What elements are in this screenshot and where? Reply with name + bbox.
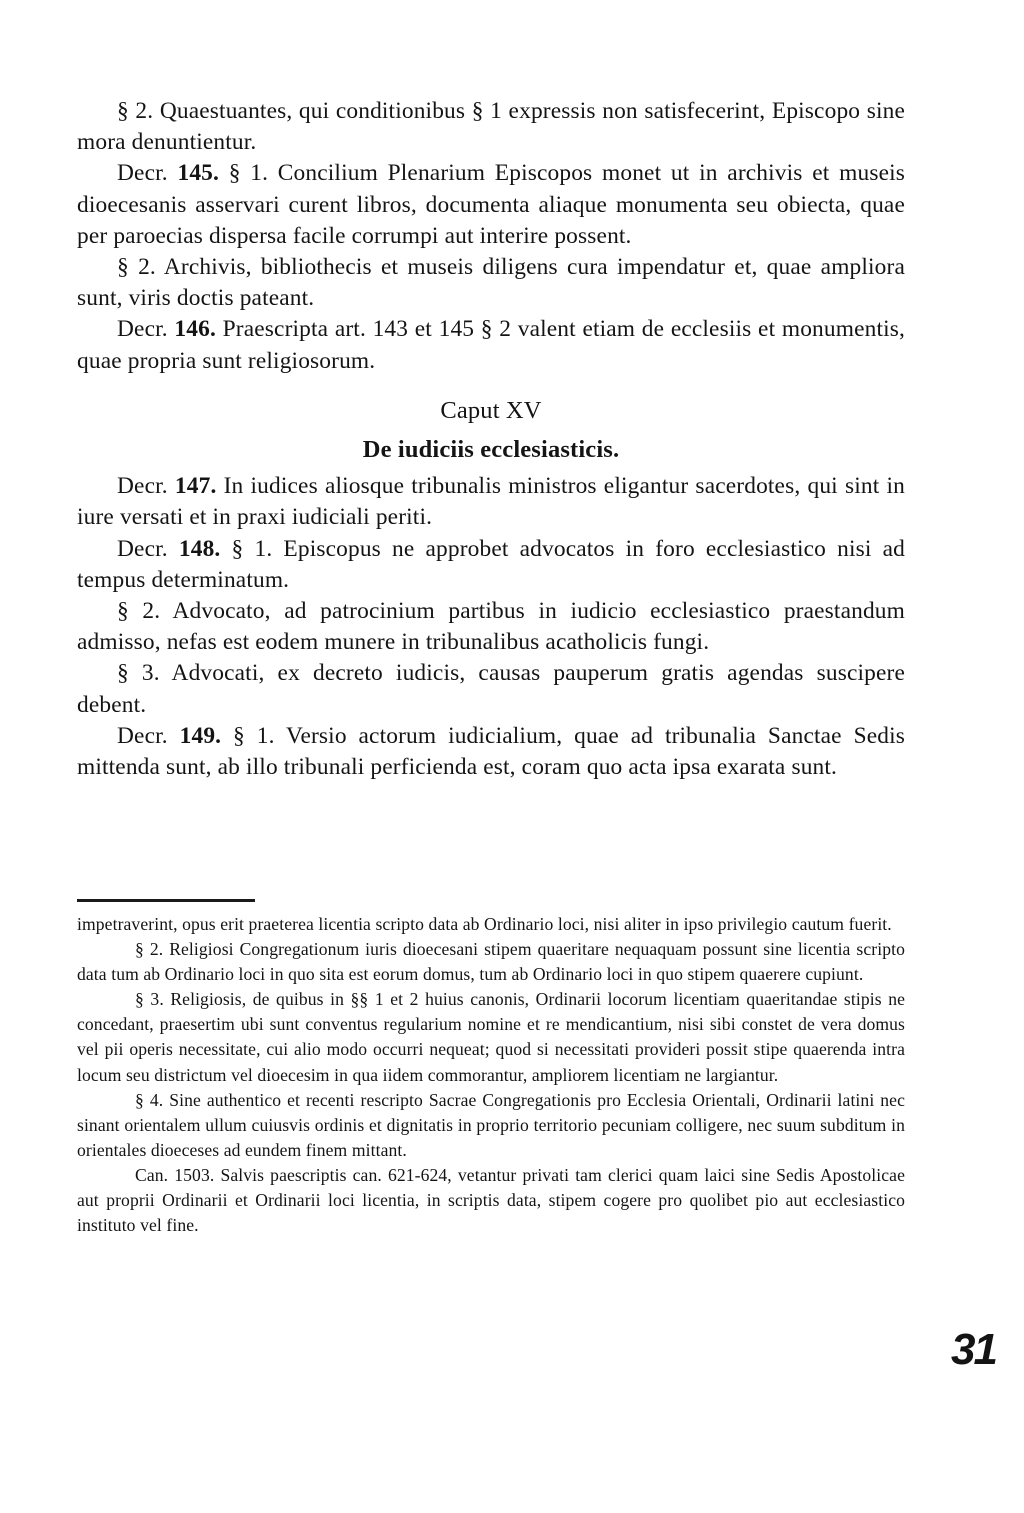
footnote-paragraph: § 2. Religiosi Congregationum iuris dioecesani stipem quaeritare nequaquam possunt sine licentia scripto data tum ab Ordinario loci in quo sita est eorum domus, tum ab Ordinario loci in quo stipem quaerere cupiunt. — [77, 939, 905, 985]
paragraph-decr-147 — [77, 471, 905, 533]
footnote-divider — [77, 899, 255, 902]
chapter-title: Caput XV — [440, 396, 542, 424]
main-text — [77, 96, 905, 783]
decr-number: 145. — [177, 160, 220, 187]
paragraph-decr-148-s3: § 3. Advocati, ex decreto iudicis, causas pauperum gratis agendas suscipere debent. — [77, 660, 905, 718]
decr-text: Praescripta art. 143 et 145 § 2 valent etiam de ecclesiis et monumentis, quae propria sunt religiosorum. — [77, 316, 906, 374]
decr-label: Decr. — [117, 722, 168, 749]
decr-text: § 1. Concilium Plenarium Episcopos monet ut in archivis et museis dioecesanis asservari curent libros, documenta aliaque monumenta seu obiecta, quae per paroecias dispersa facile corrumpi aut interire possent. — [77, 160, 905, 249]
paragraph-decr-145-s2: § 2. Archivis, bibliothecis et museis diligens cura impendatur et, quae ampliora sunt, viris doctis pateant. — [77, 254, 905, 312]
paragraph-decr-145-s1 — [77, 158, 905, 252]
footnote-paragraph: § 3. Religiosis, de quibus in §§ 1 et 2 huius canonis, Ordinarii locorum licentiam quaeritandae stipis ne concedant, praesertim ubi sunt conventus regularium nomine et re mendicantium, nisi sibi constet de vera domus vel pii operis necessitate, cui alio modo occurri nequeat; quod si necessitati provideri possit stipe quaerenda intra locum seu districtum vel dioecesim in qua iidem commorantur, ampliorem licentiam ne largiantur. — [77, 989, 905, 1085]
paragraph-decr-144-s2: § 2. Quaestuantes, qui conditionibus § 1 expressis non satisfecerint, Episcopo sine mora denuntientur. — [77, 98, 905, 156]
chapter-subtitle: De iudiciis ecclesiasticis. — [362, 436, 620, 464]
footnotes — [77, 912, 905, 1238]
footnote-paragraph: Can. 1503. Salvis paescriptis can. 621-624, vetantur privati tam clerici quam laici sine Sedis Apostolicae aut proprii Ordinarii et Ordinarii loci licentia, in scriptis data, stipem cogere pro quolibet pio aut ecclesiastico instituto vel fine. — [77, 1164, 905, 1236]
paragraph-decr-148-s1 — [77, 534, 905, 596]
footnote-paragraph: § 4. Sine authentico et recenti rescripto Sacrae Congregationis pro Ecclesia Orientali, Ordinarii latini nec sinant orientalem ullum cuiusvis ordinis et dignitatis in proprio territorio pecuniam colligere, nec suum subditum in orientales dioeceses ad eundem finem mittant. — [77, 1089, 905, 1160]
page-number: 31 — [951, 1325, 996, 1374]
decr-number: 147. — [174, 473, 217, 500]
paragraph-decr-148-s2: § 2. Advocato, ad patrocinium partibus in iudicio ecclesiastico praestandum admisso, nefas est eodem munere in tribunalibus acatholicis fungi. — [77, 598, 905, 656]
decr-label: Decr. — [117, 473, 168, 500]
decr-number: 146. — [174, 316, 216, 343]
footnote-continuation: impetraverint, opus erit praeterea licentia scripto data ab Ordinario loci, nisi aliter in ipso privilegio cautum fuerit. — [77, 914, 892, 934]
paragraph-decr-149-s1 — [77, 721, 905, 783]
decr-text: In iudices aliosque tribunalis ministros eligantur sacerdotes, qui sint in iure versati et in praxi iudiciali periti. — [77, 473, 905, 531]
decr-text: § 1. Versio actorum iudicialium, quae ad tribunalia Sanctae Sedis mittenda sunt, ab illo tribunali perficienda est, coram quo acta ipsa exarata sunt. — [77, 722, 906, 781]
paragraph-decr-146 — [77, 314, 905, 376]
decr-number: 149. — [179, 722, 222, 749]
decr-text: § 1. Episcopus ne approbet advocatos in foro ecclesiastico nisi ad tempus determinatum. — [77, 535, 906, 593]
decr-label: Decr. — [117, 160, 168, 187]
decr-label: Decr. — [117, 316, 168, 343]
decr-number: 148. — [178, 535, 221, 562]
decr-label: Decr. — [117, 535, 168, 562]
